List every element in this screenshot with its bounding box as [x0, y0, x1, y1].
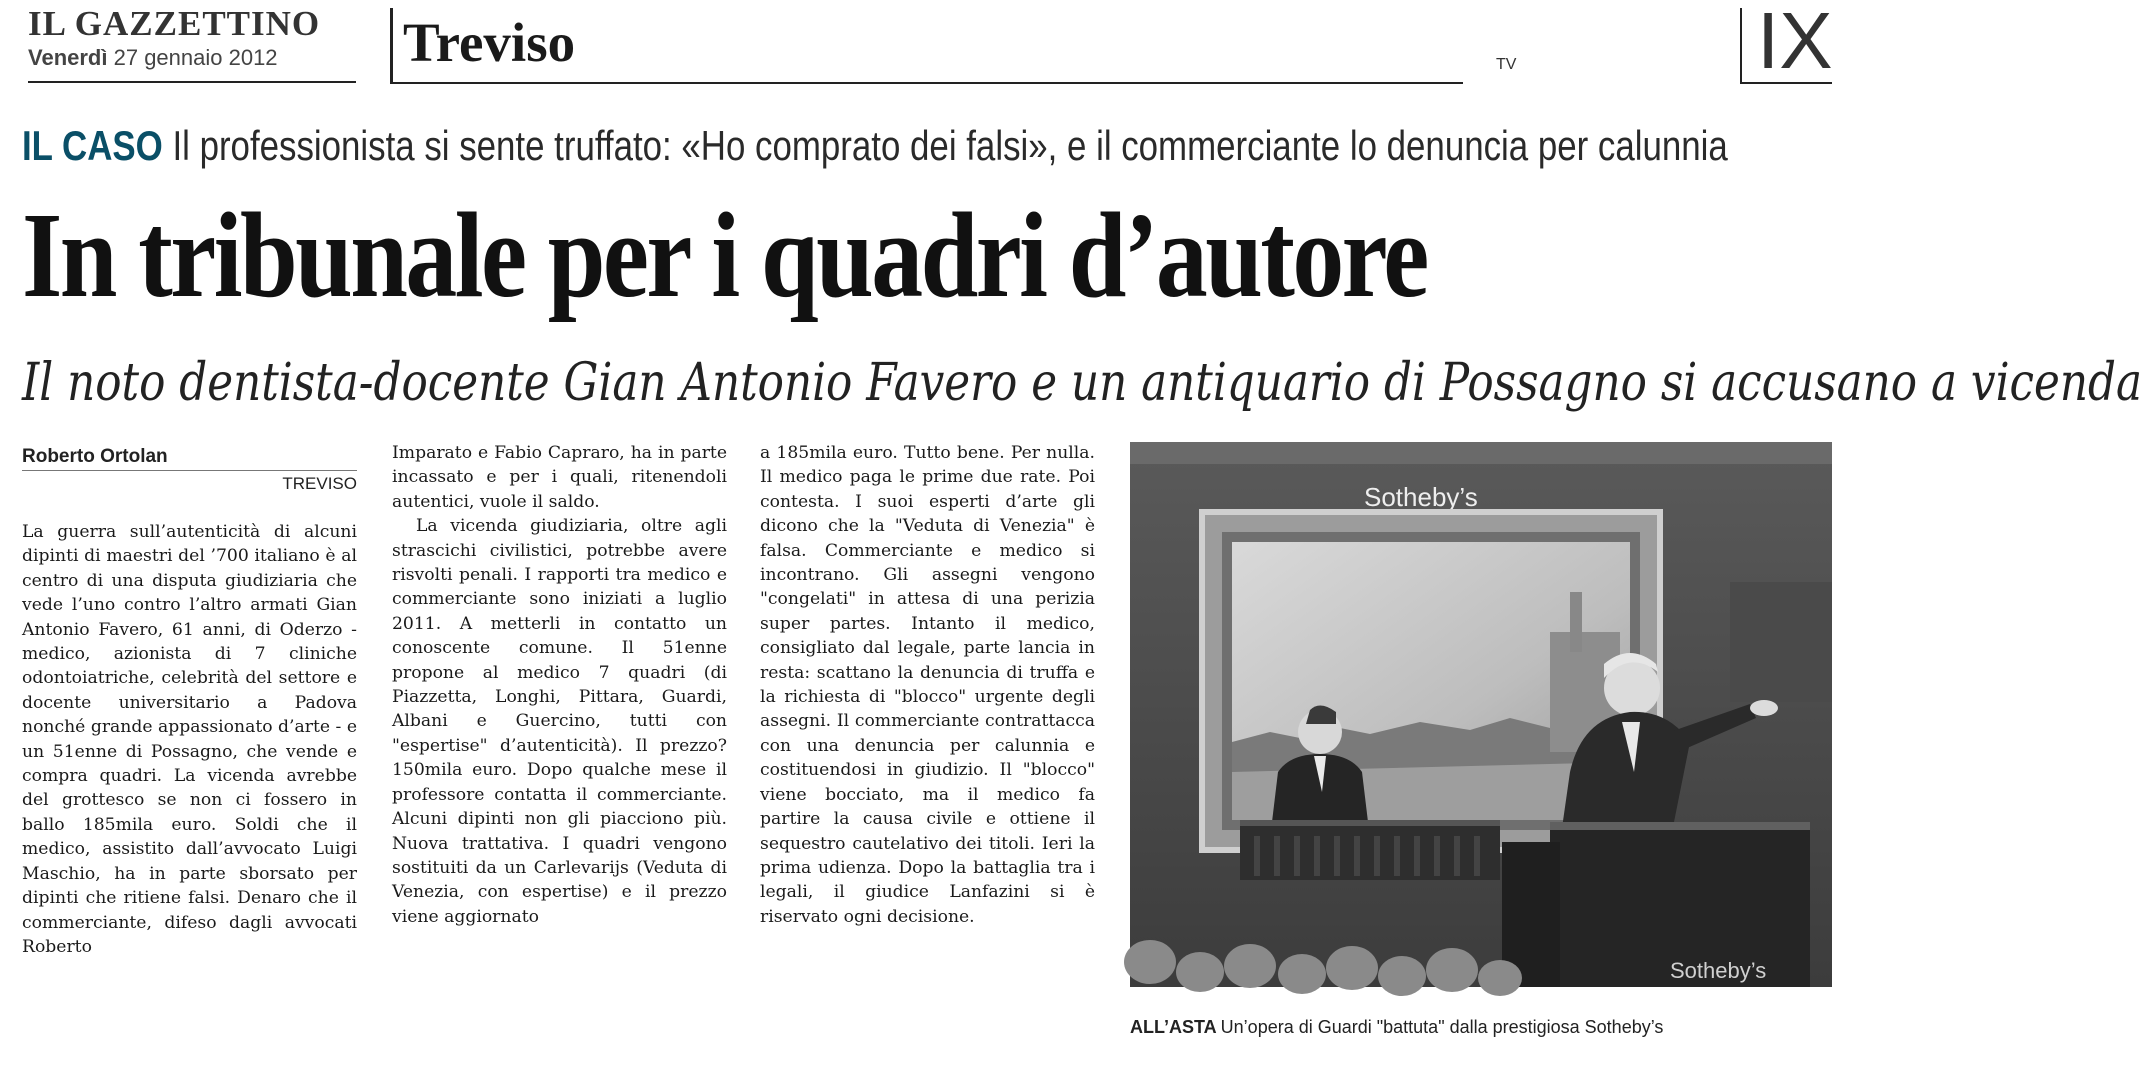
article-headline: In tribunale per i quadri d’autore [22, 188, 1427, 323]
masthead-rule [28, 81, 356, 83]
podium-logo: Sotheby’s [1670, 958, 1767, 983]
photo-caption [1130, 1016, 1832, 1038]
sothebys-sign: Sotheby’s [1364, 482, 1478, 512]
article-column-3 [760, 441, 1095, 929]
masthead-brand [28, 4, 358, 72]
section-header [390, 8, 1463, 84]
article-column-1 [22, 520, 357, 959]
issue-day: 27 gennaio 2012 [113, 45, 278, 70]
article-paragraph: La guerra sull’autenticità di alcuni dipinti di maestri del ’700 italiano è al centro di una disputa giudiziaria che vede l’uno contro l’altro armati Gian Antonio Favero, 61 anni, di Oderzo - medico, azionista di 7 cliniche odontoiatriche, celebrità del settore e docente universitario a Padova nonché grande appassionato d’arte - e un 51enne di Possagno, che vende e compra quadri. La vicenda avrebbe del grottesco se non ci fossero in ballo 185mila euro. Soldi che il medico, assistito dall’avvocato Luigi Maschio, ha in parte sborsato per dipinti che ritiene falsi. Denaro che il commerciante, difeso dagli avvocati Roberto [22, 522, 357, 957]
issue-date [28, 44, 358, 72]
newspaper-name: IL GAZZETTINO [28, 4, 321, 43]
article-kicker [22, 118, 1728, 176]
province-label: TV [1496, 56, 1517, 73]
kicker-text: Il professionista si sente truffato: «Ho comprato dei falsi», e il commerciante lo denuncia per calunnia [172, 122, 1728, 169]
section-name: Treviso [403, 12, 576, 73]
auction-photo [1130, 442, 1832, 987]
article-dateline: TREVISO [282, 474, 357, 493]
kicker-tag: IL CASO [22, 122, 163, 169]
issue-weekday: Venerdì [28, 45, 108, 70]
article-subhead: Il noto dentista-docente Gian Antonio Favero e un antiquario di Possagno si accusano a vicenda [22, 353, 2142, 413]
article-paragraph: La vicenda giudiziaria, oltre agli strascichi civilistici, potrebbe avere risvolti penali. I rapporti tra medico e commerciante sono iniziati a luglio 2011. A metterli in contatto un conoscente comune. Il 51enne propone al medico 7 quadri (di Piazzetta, Longhi, Pittara, Guardi, Albani e Guercino, tutti con "espertise" d’autenticità). Il prezzo? 150mila euro. Dopo qualche mese il professore contatta il commerciante. Alcuni dipinti non gli piacciono più. Nuova trattativa. I quadri vengono sostituiti da un Carlevarijs (Veduta di Venezia, con espertise) e il prezzo viene aggiornato [392, 516, 727, 927]
author-byline: Roberto Ortolan [22, 446, 357, 471]
caption-text: Un’opera di Guardi "battuta" dalla prestigiosa Sotheby’s [1220, 1017, 1664, 1037]
article-column-2 [392, 441, 727, 929]
article-paragraph: a 185mila euro. Tutto bene. Per nulla. Il medico paga le prime due rate. Poi contesta. I suoi esperti d’arte gli dicono che la "Veduta di Venezia" è falsa. Commerciante e medico si incontrano. Gli assegni vengono "congelati" in attesa di una perizia super partes. Intanto il medico, consigliato dal legale, parte lancia in resta: scattano la denuncia di truffa e la richiesta di "blocco" urgente degli assegni. Il commerciante contrattacca con una denuncia per calunnia e costituendosi in giudizio. Il "blocco" viene bocciato, ma il medico fa partire la causa civile e ottiene il sequestro cautelativo dei titoli. Ieri la prima udienza. Dopo la battaglia tra i legali, il giudice Lanfazini si è riservato ogni decisione. [760, 443, 1095, 927]
article-paragraph: Imparato e Fabio Capraro, ha in parte incassato e per i quali, ritenendoli autentici, vuole il saldo. [392, 443, 727, 512]
page-number: IX [1757, 0, 1833, 85]
caption-tag: ALL’ASTA [1130, 1017, 1217, 1037]
page-number-rule [1740, 8, 1742, 83]
